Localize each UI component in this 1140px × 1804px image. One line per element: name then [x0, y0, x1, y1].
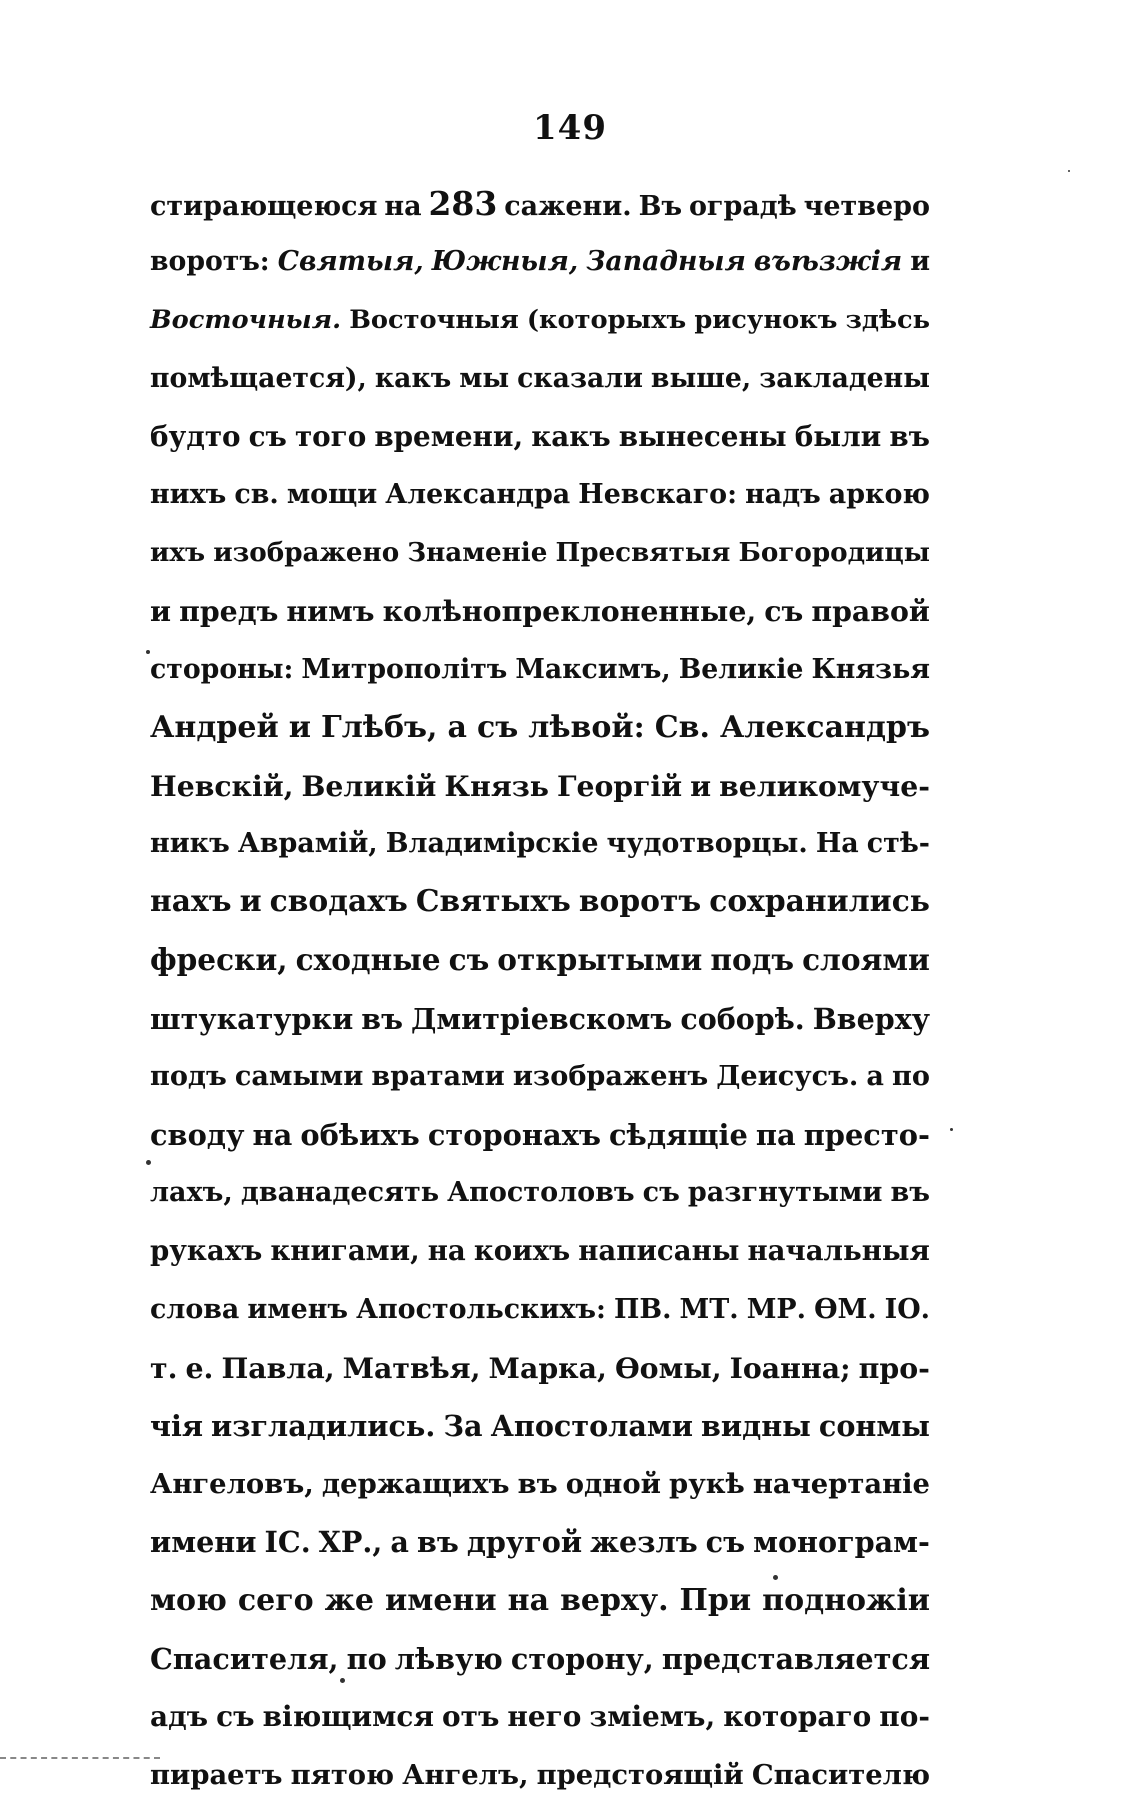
word: ихъ	[150, 537, 206, 569]
scan-speck	[146, 650, 150, 654]
word: аркою	[828, 478, 930, 510]
word: чудотворцы.	[606, 828, 808, 860]
word: пираетъ	[150, 1759, 283, 1792]
text-line	[150, 757, 930, 815]
text-line	[150, 175, 930, 233]
word: рукахъ	[150, 1234, 263, 1268]
word: ПВ.	[614, 1293, 672, 1325]
word: Александръ	[719, 709, 930, 745]
word: Аврамій,	[237, 828, 378, 860]
word: Святыхъ	[415, 884, 571, 920]
word: Георгій	[556, 768, 683, 803]
word: ХР.,	[318, 1525, 383, 1560]
word: Святыя,	[277, 246, 424, 278]
word: св.	[234, 478, 279, 510]
word: будто	[150, 419, 241, 453]
word: адъ	[150, 1699, 209, 1733]
word: великомуче-	[719, 768, 930, 803]
word: и	[239, 884, 262, 920]
word: съ	[764, 594, 804, 629]
word: е.	[185, 1350, 214, 1385]
word: Матвѣя,	[342, 1350, 481, 1385]
word: закладены	[759, 362, 930, 394]
word: сводахъ	[269, 884, 408, 920]
word: написаны	[578, 1234, 740, 1268]
word: четверо	[803, 191, 930, 222]
word: другой	[466, 1525, 583, 1560]
word: стороны:	[150, 653, 294, 685]
word: воротъ:	[150, 246, 270, 278]
word: одной	[565, 1468, 661, 1501]
word: па	[755, 1118, 796, 1152]
word: времени,	[374, 419, 524, 453]
text-line	[150, 1339, 930, 1397]
word: съ	[216, 1699, 255, 1733]
word: Спасителю	[751, 1759, 930, 1792]
word: въѣзжія	[753, 246, 903, 278]
word: какъ	[531, 419, 611, 453]
word: самыми	[234, 1060, 364, 1092]
word: Апостоловъ	[447, 1177, 635, 1209]
word: мы	[459, 362, 510, 394]
word: нихъ	[150, 478, 227, 510]
word: Ангеловъ,	[150, 1468, 314, 1501]
word: по	[892, 1060, 930, 1092]
word: отъ	[442, 1699, 500, 1733]
text-line	[150, 350, 930, 408]
word: (которыхъ	[526, 305, 687, 336]
word: МТ.	[679, 1293, 739, 1325]
text-line	[150, 1572, 930, 1630]
word: Владимірскіе	[385, 828, 599, 860]
word: въ	[890, 1177, 930, 1209]
word: держащихъ	[321, 1468, 510, 1501]
word: и	[288, 709, 311, 745]
word: про-	[858, 1350, 930, 1385]
word: нимъ	[286, 594, 375, 629]
word: монограм-	[753, 1525, 930, 1560]
word: Западныя	[586, 246, 746, 278]
word: Спасителя,	[150, 1641, 339, 1676]
text-line	[150, 1397, 930, 1455]
text-line	[150, 1106, 930, 1164]
text-line	[150, 641, 930, 699]
word: Южныя,	[431, 246, 579, 278]
word: имени	[150, 1525, 257, 1560]
word: были	[794, 419, 882, 453]
word: Марка,	[488, 1350, 607, 1385]
word: коихъ	[473, 1234, 571, 1268]
text-line	[150, 1455, 930, 1513]
word: сторонахъ	[427, 1118, 601, 1152]
word: Невскій,	[150, 768, 294, 803]
word: обѣихъ	[300, 1118, 420, 1152]
word: Великій	[301, 768, 437, 803]
word: выше,	[650, 362, 752, 394]
word: Восточныя	[349, 305, 519, 336]
word: Ангелъ,	[402, 1759, 529, 1792]
word: а	[866, 1060, 884, 1092]
word: лѣвой:	[528, 709, 645, 745]
word: лахъ,	[150, 1177, 233, 1209]
word: рукѣ	[669, 1468, 745, 1501]
word: При	[679, 1582, 752, 1618]
word: по	[346, 1641, 387, 1676]
word: него	[507, 1699, 582, 1733]
text-line	[150, 291, 930, 349]
text-line	[150, 1746, 930, 1804]
word: сказали	[517, 362, 643, 394]
word: слоями	[802, 942, 930, 978]
word: Знаменіе	[407, 537, 548, 569]
word: сѣдящіе	[609, 1118, 748, 1152]
word: 283	[428, 184, 498, 223]
word: чія	[150, 1408, 203, 1443]
word: книгами,	[270, 1234, 420, 1268]
word: Св.	[654, 709, 710, 745]
word: стѣ-	[866, 828, 930, 860]
word: именъ	[247, 1293, 349, 1325]
word: съ	[705, 1525, 746, 1560]
word: изображено	[213, 537, 400, 569]
word: подъ	[710, 942, 795, 978]
word: въ	[517, 1468, 558, 1501]
word: На	[815, 828, 859, 860]
text-line	[150, 1688, 930, 1746]
text-line	[150, 699, 930, 757]
word: какъ	[374, 362, 452, 394]
word: Въ	[638, 191, 683, 222]
text-line	[150, 815, 930, 873]
word: мою	[150, 1582, 227, 1618]
word: разгнутыми	[687, 1177, 883, 1209]
word: лѣвую	[394, 1641, 503, 1676]
word: представляется	[661, 1641, 930, 1676]
word: віющимся	[262, 1699, 434, 1733]
text-line	[150, 1281, 930, 1339]
word: а	[447, 709, 467, 745]
word: же	[324, 1582, 375, 1618]
text-line	[150, 524, 930, 582]
word: слова	[150, 1293, 240, 1325]
scan-speck	[773, 1575, 778, 1580]
word: здѣсь	[845, 305, 930, 336]
word: ѲМ.	[814, 1293, 877, 1325]
word: мощи	[286, 478, 378, 510]
word: съ	[448, 942, 490, 978]
word: штукатурки	[150, 1001, 354, 1036]
word: Князья	[811, 653, 930, 685]
word: предъ	[179, 594, 279, 629]
word: въ	[889, 419, 930, 453]
word: подножіи	[762, 1582, 930, 1618]
word: никъ	[150, 828, 230, 860]
text-line	[150, 873, 930, 931]
scan-speck	[950, 1128, 953, 1131]
word: вратами	[371, 1060, 505, 1092]
word: фрески,	[150, 942, 288, 978]
word: на	[507, 1582, 550, 1618]
word: въ	[416, 1525, 459, 1560]
word: воротъ	[578, 884, 702, 920]
word: видны	[701, 1408, 811, 1443]
word: правой	[811, 594, 930, 629]
word: Іоанна;	[729, 1350, 851, 1385]
word: колѣнопреклоненные,	[382, 594, 757, 629]
word: Максимъ,	[515, 653, 671, 685]
word: сторону,	[510, 1641, 654, 1676]
scan-speck	[146, 1160, 151, 1165]
word: надъ	[745, 478, 821, 510]
text-line	[150, 931, 930, 989]
page-number: 149	[533, 108, 607, 148]
word: изгладились.	[211, 1408, 436, 1443]
word: Дмитріевскомъ	[411, 1001, 673, 1036]
word: котораго	[723, 1699, 872, 1733]
word: и	[910, 246, 930, 278]
word: Александра	[385, 478, 571, 510]
word: ІС.	[264, 1525, 311, 1560]
text-line	[150, 466, 930, 524]
word: рисунокъ	[694, 305, 838, 336]
word: сонмы	[818, 1408, 930, 1443]
word: помѣщается),	[150, 362, 367, 394]
word: зміемъ,	[589, 1699, 716, 1733]
scan-speck	[340, 1678, 345, 1683]
scan-edge-line	[0, 1757, 160, 1759]
text-line	[150, 990, 930, 1048]
word: пятою	[290, 1759, 395, 1792]
word: съ	[476, 709, 519, 745]
word: Апостольскихъ:	[356, 1293, 606, 1325]
word: и	[690, 768, 712, 803]
word: дванадесять	[240, 1177, 440, 1209]
word: Павла,	[221, 1350, 335, 1385]
word: Митрополітъ	[301, 653, 508, 685]
word: и	[150, 594, 172, 629]
word: на	[252, 1118, 293, 1152]
word: своду	[150, 1118, 245, 1152]
word: начальныя	[747, 1234, 930, 1268]
word: сего	[237, 1582, 314, 1618]
scan-speck	[1068, 170, 1070, 172]
word: престо-	[803, 1118, 930, 1152]
word: изображенъ	[512, 1060, 709, 1092]
word: ІО.	[884, 1293, 930, 1325]
word: въ	[361, 1001, 403, 1036]
word: Богородицы	[738, 537, 930, 569]
word: Деисусъ.	[716, 1060, 859, 1092]
word: т.	[150, 1350, 178, 1385]
word: имени	[385, 1582, 497, 1618]
text-line	[150, 1513, 930, 1571]
word: Вверху	[812, 1001, 930, 1036]
word: Невскаго:	[578, 478, 738, 510]
word: жезлъ	[590, 1525, 698, 1560]
text-line	[150, 1164, 930, 1222]
word: оградѣ	[688, 191, 797, 222]
word: Великіе	[678, 653, 804, 685]
word: предстоящій	[536, 1759, 744, 1792]
word: вынесены	[618, 419, 787, 453]
word: стирающеюся	[150, 191, 378, 222]
word: нахъ	[150, 884, 232, 920]
text-line	[150, 408, 930, 466]
word: Ѳомы,	[614, 1350, 722, 1385]
word: Князь	[444, 768, 549, 803]
word: соборѣ.	[680, 1001, 805, 1036]
word: Пресвятыя	[555, 537, 731, 569]
word: сходные	[295, 942, 441, 978]
word: подъ	[150, 1060, 227, 1092]
text-line	[150, 1222, 930, 1280]
word: Апостолами	[490, 1408, 694, 1443]
word: на	[384, 191, 422, 222]
word: начертаніе	[752, 1468, 930, 1501]
text-line	[150, 582, 930, 640]
word: того	[294, 419, 367, 453]
body-text	[150, 175, 930, 1804]
word: МР.	[746, 1293, 807, 1325]
word: открытыми	[497, 942, 703, 978]
word: сохранились	[709, 884, 930, 920]
word: по-	[879, 1699, 930, 1733]
word: За	[443, 1408, 483, 1443]
word: а	[390, 1525, 409, 1560]
text-line	[150, 1630, 930, 1688]
word: съ	[248, 419, 287, 453]
word: съ	[642, 1177, 680, 1209]
word: Восточныя.	[150, 305, 342, 336]
word: Андрей	[150, 709, 279, 745]
word: сажени.	[504, 191, 632, 222]
word: верху.	[560, 1582, 669, 1618]
word: на	[427, 1234, 466, 1268]
word: Глѣбъ,	[321, 709, 438, 745]
text-line	[150, 233, 930, 291]
text-line	[150, 1048, 930, 1106]
